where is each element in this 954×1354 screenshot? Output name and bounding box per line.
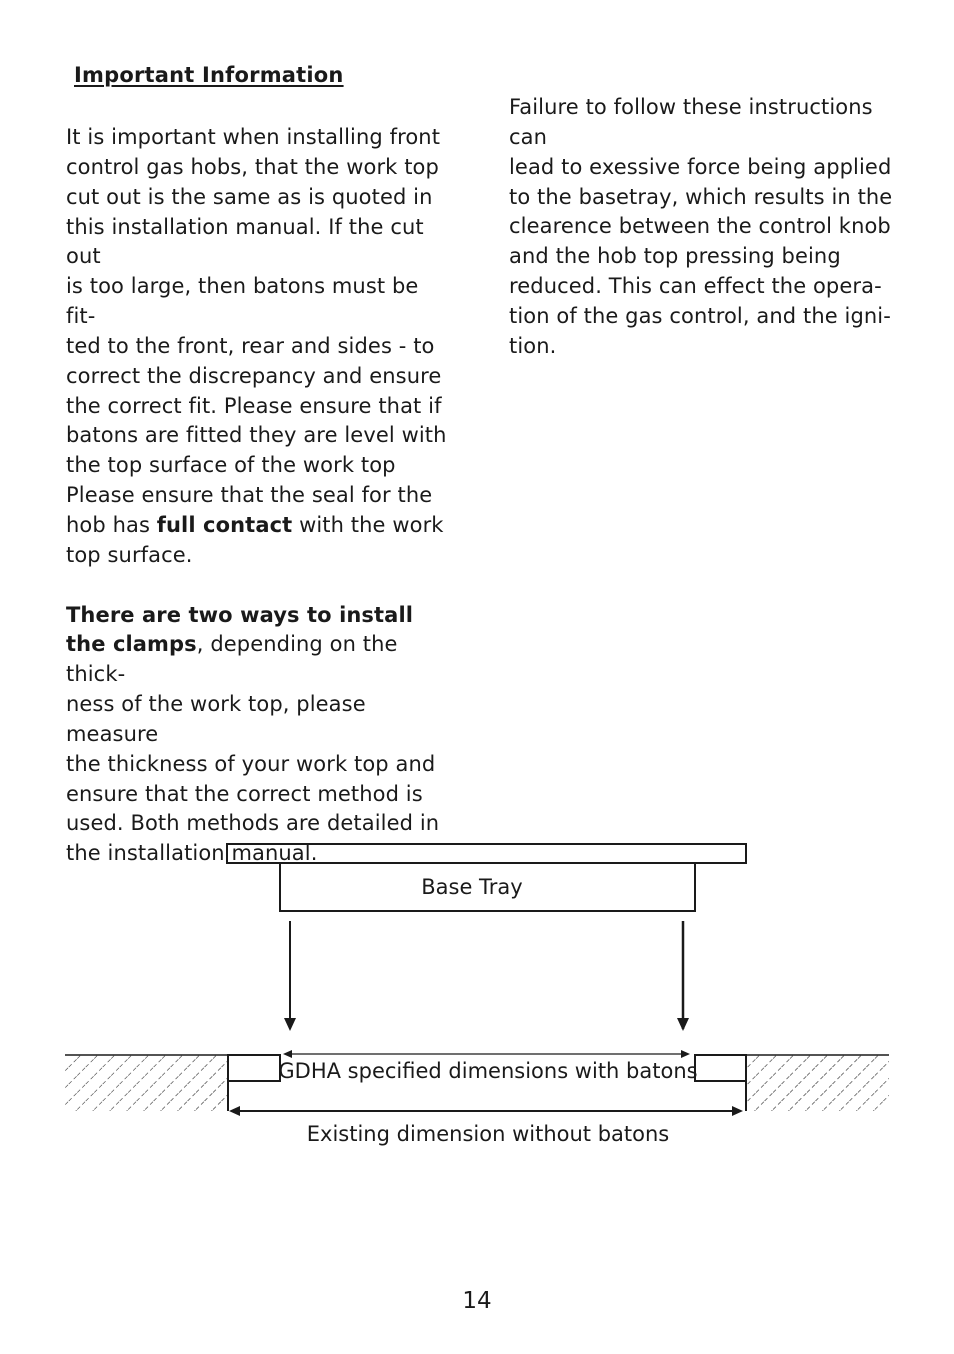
paragraph-line: control gas hobs, that the work top — [66, 154, 439, 179]
clamps-emphasis: There are two ways to install — [66, 602, 414, 627]
paragraph-line: Failure to follow these instructions can — [509, 95, 873, 149]
paragraph-line: top surface. — [66, 542, 193, 567]
installation-diagram — [0, 830, 954, 1160]
paragraph-line: ensure that the correct method is — [66, 781, 423, 806]
paragraph-line: It is important when installing front — [66, 125, 441, 149]
paragraph-line: used. Both methods are detailed in — [66, 811, 440, 836]
paragraph-line: lead to exessive force being applied — [509, 154, 892, 179]
paragraph-line: and the hob top pressing being — [509, 244, 841, 269]
paragraph-line: ted to the front, rear and sides - to — [66, 333, 435, 358]
paragraph-gap — [66, 571, 451, 601]
paragraph-line: the top surface of the work top — [66, 453, 396, 478]
clamps-emphasis: the clamps — [66, 632, 197, 657]
existing-dimension-label: Existing dimension without batons — [306, 1122, 670, 1146]
paragraph-line: tion. — [509, 333, 557, 358]
paragraph-line: the thickness of your work top and — [66, 751, 436, 776]
left-baton — [228, 1055, 280, 1081]
paragraph-line: cut out is the same as is quoted in — [66, 184, 433, 209]
paragraph-line: this installation manual. If the cut out — [66, 214, 424, 269]
gdha-dimension-label: GDHA specified dimensions with batons — [278, 1059, 698, 1083]
full-contact-emphasis: full contact — [156, 512, 293, 537]
paragraph-line-full-contact — [66, 511, 451, 541]
existing-arrow-left — [229, 1106, 240, 1116]
paragraph-line: is too large, then batons must be fit- — [66, 274, 419, 329]
existing-arrow-right — [732, 1106, 743, 1116]
paragraph-line: Please ensure that the seal for the — [66, 483, 433, 508]
left-arrow-head — [284, 1018, 296, 1031]
right-baton — [695, 1055, 746, 1081]
gdha-arrow-right — [681, 1050, 690, 1058]
right-worktop-hatch — [746, 1055, 889, 1111]
paragraph-line: to the basetray, which results in the — [509, 184, 893, 209]
paragraph-line: ness of the work top, please measure — [66, 692, 366, 746]
clamps-heading-line — [66, 601, 451, 631]
left-worktop-hatch — [65, 1055, 228, 1111]
text-run: hob has — [66, 512, 157, 537]
clamps-line — [66, 630, 451, 690]
gdha-arrow-left — [283, 1050, 292, 1058]
hob-top-plate — [227, 844, 746, 863]
right-column — [509, 93, 899, 362]
paragraph-line: batons are fitted they are level with — [66, 423, 447, 448]
paragraph-line: clearence between the control knob — [509, 214, 891, 239]
section-heading: Important Information — [74, 63, 344, 87]
paragraph-line: reduced. This can effect the opera- — [509, 274, 882, 299]
page-number: 14 — [462, 1288, 492, 1314]
text-run: , depending on the thick- — [66, 632, 398, 687]
paragraph-line: correct the discrepancy and ensure — [66, 363, 442, 388]
base-tray-label: Base Tray — [421, 875, 523, 899]
paragraph-line: tion of the gas control, and the igni- — [509, 303, 891, 328]
paragraph-line: the correct fit. Please ensure that if — [66, 393, 442, 418]
text-run: with the work — [292, 512, 444, 537]
left-column — [66, 123, 451, 869]
paragraph-line: the installation manual. — [66, 841, 318, 866]
right-arrow-head — [677, 1018, 689, 1031]
